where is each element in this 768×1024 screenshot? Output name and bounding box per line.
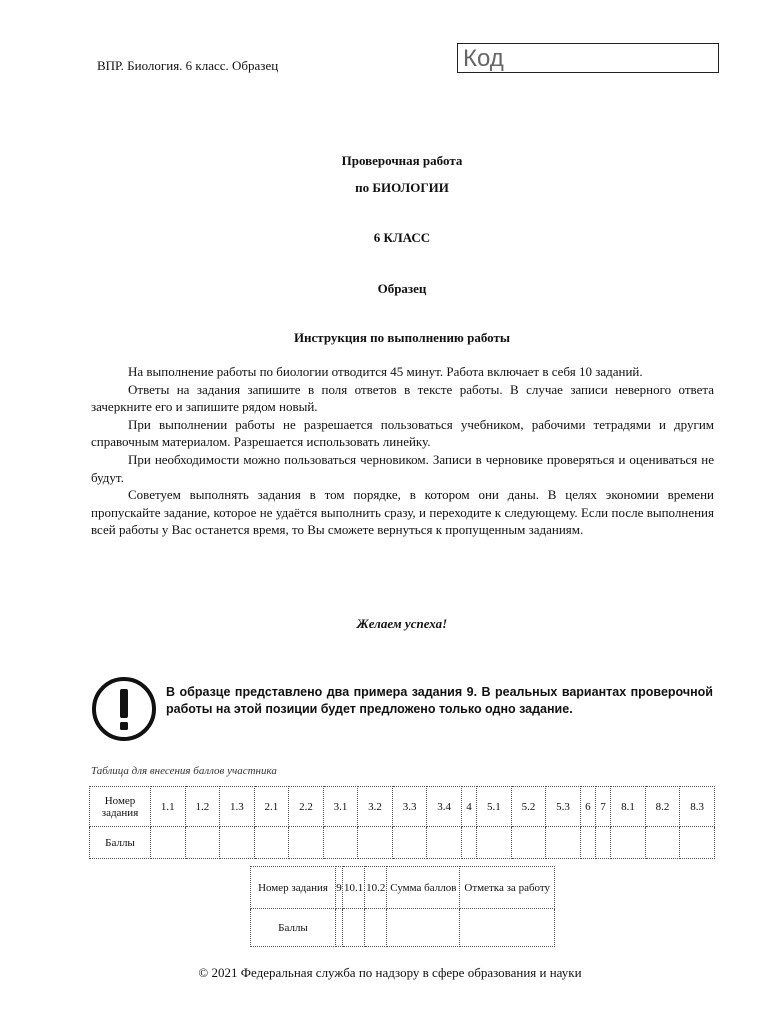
task-number-cell: 2.1	[254, 787, 289, 827]
scores-header: Баллы	[251, 909, 336, 947]
task-number-cell: 3.2	[358, 787, 393, 827]
score-cell[interactable]	[511, 827, 546, 859]
task-number-cell: 3.1	[323, 787, 358, 827]
task-number-cell: 1.3	[220, 787, 255, 827]
instruction-paragraph: При необходимости можно пользоваться черновиком. Записи в черновике проверяться и оцениваться не будут.	[91, 451, 714, 485]
instruction-paragraph: Ответы на задания запишите в поля ответов в тексте работы. В случае записи неверного ответа зачеркните его и запишите рядом новый.	[91, 381, 714, 415]
copyright-footer: © 2021 Федеральная служба по надзору в сфере образования и науки	[198, 965, 582, 980]
task-number-cell: 8.2	[645, 787, 680, 827]
score-cell[interactable]	[392, 827, 427, 859]
score-cell[interactable]	[185, 827, 220, 859]
task-number-cell: 5.3	[546, 787, 581, 827]
table-caption: Таблица для внесения баллов участника	[91, 765, 277, 777]
score-cell[interactable]	[580, 827, 595, 859]
instructions-block	[91, 363, 714, 539]
score-cell[interactable]	[611, 827, 646, 859]
task-number-cell: 3.3	[392, 787, 427, 827]
document-header: ВПР. Биология. 6 класс. Образец	[97, 58, 279, 73]
score-cell[interactable]	[477, 827, 512, 859]
score-cell[interactable]	[461, 827, 476, 859]
score-cell[interactable]	[365, 909, 387, 947]
task-number-cell: 8.1	[611, 787, 646, 827]
score-cell[interactable]	[336, 909, 343, 947]
task-number-header: Номер задания	[90, 787, 151, 827]
instruction-paragraph: Советуем выполнять задания в том порядке, в котором они даны. В целях экономии времени пропускайте задание, которое не удаётся выполнить сразу, и переходите к следующему. Если после выполнения всей работы у Вас останется время, то Вы сможете вернуться к пропущенным заданиям.	[91, 487, 714, 538]
task-number-cell: 6	[580, 787, 595, 827]
task-number-cell: 10.1	[343, 867, 365, 909]
score-table	[89, 786, 715, 859]
grade-title: 6 КЛАСС	[373, 230, 431, 245]
score-cell[interactable]	[645, 827, 680, 859]
task-number-cell: 4	[461, 787, 476, 827]
score-cell[interactable]	[323, 827, 358, 859]
instructions-title: Инструкция по выполнению работы	[293, 330, 511, 345]
task-number-cell: 5.1	[477, 787, 512, 827]
task-number-cell: 7	[596, 787, 611, 827]
exclamation-circle-icon	[91, 676, 157, 742]
instruction-paragraph: На выполнение работы по биологии отводится 45 минут. Работа включает в себя 10 заданий.	[128, 364, 643, 379]
title-line-1: Проверочная работа	[341, 153, 463, 168]
score-cell[interactable]	[680, 827, 715, 859]
score-cell[interactable]	[546, 827, 581, 859]
score-cell[interactable]	[427, 827, 462, 859]
score-cell[interactable]	[220, 827, 255, 859]
instruction-paragraph: При выполнении работы не разрешается пользоваться учебником, рабочими тетрадями и другим справочным материалом. Разрешается использовать линейку.	[91, 416, 714, 450]
warning-text: В образце представлено два примера задания 9. В реальных вариантах проверочной работы на этой позиции будет предложено только одно задание.	[166, 685, 713, 716]
score-table-2	[250, 866, 555, 947]
score-cell[interactable]	[343, 909, 365, 947]
code-field[interactable]	[457, 43, 719, 73]
score-cell[interactable]	[254, 827, 289, 859]
task-number-cell: 9	[336, 867, 343, 909]
task-number-cell: 5.2	[511, 787, 546, 827]
task-number-cell: 2.2	[289, 787, 324, 827]
code-label: Код	[463, 45, 504, 72]
task-number-cell: Отметка за работу	[460, 867, 555, 909]
score-cell[interactable]	[596, 827, 611, 859]
task-number-cell: 10.2	[365, 867, 387, 909]
task-number-header: Номер задания	[251, 867, 336, 909]
score-cell[interactable]	[289, 827, 324, 859]
task-number-cell: 8.3	[680, 787, 715, 827]
score-cell[interactable]	[460, 909, 555, 947]
title-line-2: по БИОЛОГИИ	[355, 180, 449, 195]
sample-title: Образец	[377, 281, 427, 296]
task-number-cell: 1.2	[185, 787, 220, 827]
good-luck-text: Желаем успеха!	[356, 616, 448, 631]
score-cell[interactable]	[387, 909, 460, 947]
task-number-cell: 1.1	[151, 787, 186, 827]
task-number-cell: 3.4	[427, 787, 462, 827]
score-cell[interactable]	[151, 827, 186, 859]
task-number-cell: Сумма баллов	[387, 867, 460, 909]
score-cell[interactable]	[358, 827, 393, 859]
scores-header: Баллы	[90, 827, 151, 859]
